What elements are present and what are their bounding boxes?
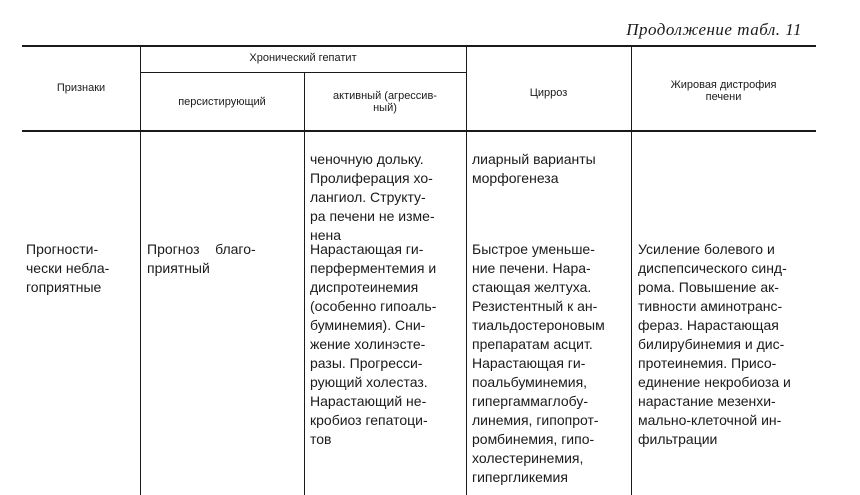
col-divider-4: [631, 46, 632, 495]
header-chronic-hepatitis: Хронический гепатит: [249, 52, 357, 64]
row1-cirrhosis-cell: лиарный варианты морфогенеза: [472, 151, 596, 186]
header-active: активный (агрессив- ный): [333, 90, 437, 114]
header-signs: Признаки: [56, 82, 106, 94]
group-header-rule: [140, 72, 466, 73]
header-cirrhosis: Цирроз: [529, 87, 568, 99]
table-caption: Продолжение табл. 11: [626, 20, 802, 39]
table-top-rule: [22, 45, 816, 47]
header-persistent: персистирующий: [178, 96, 266, 108]
col-divider-2: [304, 72, 305, 495]
header-bottom-rule: [22, 130, 816, 132]
row2-cirrhosis-cell: Быстрое уменьше- ние печени. Нара- стающая желтуха. Резистентный к ан- тиальдостероновым препаратам асцит. Нарастающая ги- поальбуминемия, гипергаммаглобу- линемия, гипопрот- ромбинемия, гипо- холестеринемия, гипергликемия: [472, 241, 605, 485]
row2-fatty-cell: Усиление болевого и диспепсического синд- рома. Повышение ак- тивности аминотранс- фераз. Нарастающая билирубинемия и дис- протеинемия. Присо- единение некробиоза и нарастание мезенхи- мально-клеточной ин- фильтрации: [638, 241, 791, 447]
col-divider-3: [466, 46, 467, 495]
row2-active-cell: Нарастающая ги- перферментемия и диспротеинемия (особенно гипоаль- буминемия). Сни- жение холинэсте- разы. Прогресси- рующий холестаз. Нарастающий не- кробиоз гепатоци- тов: [310, 241, 437, 447]
header-fatty-dystrophy: Жировая дистрофия печени: [670, 79, 777, 103]
row1-active-cell: ченочную дольку. Пролиферация хо- лангиол. Структу- ра печени не изме- нена: [310, 151, 435, 243]
row2-persistent-cell: Прогноз благо- приятный: [147, 241, 256, 276]
row2-sign-cell: Прогности- чески небла- гоприятные: [26, 241, 110, 295]
col-divider-1: [140, 46, 141, 495]
